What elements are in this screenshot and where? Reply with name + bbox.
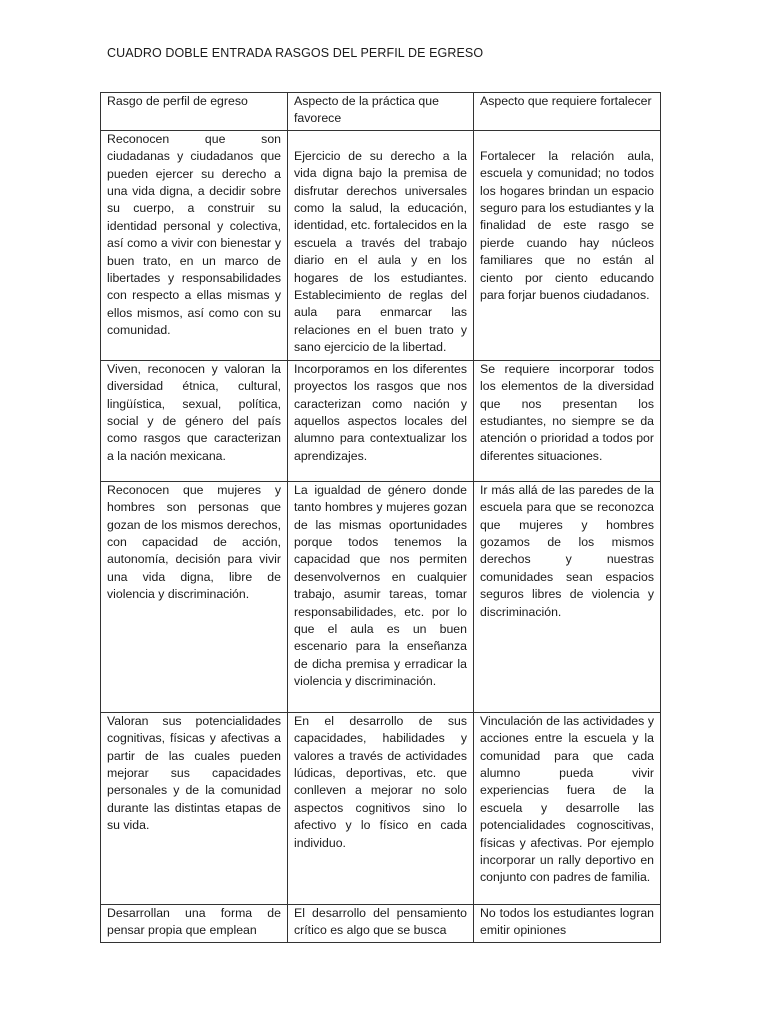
table-cell-strengthen: Vinculación de las actividades y acciones entre la escuela y la comunidad para que cada alumno pueda vivir experiencias fuera de la escuela y desarrolle las potencialidades cognoscitivas, físicas y afectivas. Por ejemplo incorporar un rally deportivo en conjunto con padres de familia. [474,712,661,904]
header-cell-trait: Rasgo de perfil de egreso [101,93,288,131]
profile-traits-table [100,92,661,943]
table-cell-favors: Incorporamos en los diferentes proyectos los rasgos que nos caracterizan como nación y aquellos aspectos locales del alumno para contextualizar los aprendizajes. [288,360,474,481]
table-cell-trait: Viven, reconocen y valoran la diversidad étnica, cultural, lingüística, sexual, política, social y de género del país como rasgos que caracterizan a la nación mexicana. [101,360,288,481]
header-cell-favors: Aspecto de la práctica que favorece [288,93,474,131]
cell-spacer [294,131,467,148]
table-cell-favors: El desarrollo del pensamiento crítico es algo que se busca [288,904,474,942]
table-cell-favors [288,130,474,360]
table-row [101,130,661,360]
table-row [101,712,661,904]
cell-text: Fortalecer la relación aula, escuela y comunidad; no todos los hogares brindan un espacio seguro para los estudiantes y la finalidad de este rasgo se pierde cuando hay núcleos familiares que no están al ciento por ciento educando para forjar buenos ciudadanos. [480,148,654,303]
table-cell-strengthen: No todos los estudiantes logran emitir opiniones [474,904,661,942]
table-cell-trait: Desarrollan una forma de pensar propia que emplean [101,904,288,942]
page-title: CUADRO DOBLE ENTRADA RASGOS DEL PERFIL DE EGRESO [107,46,484,60]
table-row [101,360,661,481]
cell-spacer [480,131,654,148]
table-cell-strengthen: Ir más allá de las paredes de la escuela para que se reconozca que mujeres y hombres gozamos de los mismos derechos y nuestras comunidades sean espacios seguros libres de violencia y discriminación. [474,481,661,712]
table-cell-favors: En el desarrollo de sus capacidades, habilidades y valores a través de actividades lúdicas, deportivas, etc. que conlleven a mejorar no solo aspectos cognitivos sino lo afectivo y lo físico en cada individuo. [288,712,474,904]
table-cell-trait: Valoran sus potencialidades cognitivas, físicas y afectivas a partir de las cuales pueden mejorar sus capacidades personales y de la comunidad durante las distintas etapas de su vida. [101,712,288,904]
table-cell-strengthen [474,130,661,360]
table-cell-favors: La igualdad de género donde tanto hombres y mujeres gozan de las mismas oportunidades porque todos tenemos la capacidad que nos permiten desenvolvernos en cualquier trabajo, asumir tareas, tomar responsabilidades, etc. por lo que el aula es un buen escenario para la enseñanza de dicha premisa y erradicar la violencia y discriminación. [288,481,474,712]
header-cell-strengthen: Aspecto que requiere fortalecer [474,93,661,131]
table-cell-trait: Reconocen que son ciudadanas y ciudadanos que pueden ejercer su derecho a una vida digna, a decidir sobre su cuerpo, a construir su identidad personal y colectiva, así como a vivir con bienestar y buen trato, en un marco de libertades y responsabilidades con respecto a ellas mismas y ellos mismos, así como con su comunidad. [101,130,288,360]
table-header-row [101,93,661,131]
table-row [101,904,661,942]
table-cell-trait: Reconocen que mujeres y hombres son personas que gozan de los mismos derechos, con capacidad de acción, autonomía, decisión para vivir una vida digna, libre de violencia y discriminación. [101,481,288,712]
cell-text: Ejercicio de su derecho a la vida digna bajo la premisa de disfrutar derechos universales como la salud, la educación, identidad, etc. fortalecidos en la escuela a través del trabajo diario en el aula y en los hogares de los estudiantes. Establecimiento de reglas del aula para enmarcar las relaciones en el buen trato y sano ejercicio de la libertad. [294,148,467,355]
table-row [101,481,661,712]
table-cell-strengthen: Se requiere incorporar todos los elementos de la diversidad que nos presentan los estudiantes, no siempre se da atención o prioridad a todos por diferentes situaciones. [474,360,661,481]
